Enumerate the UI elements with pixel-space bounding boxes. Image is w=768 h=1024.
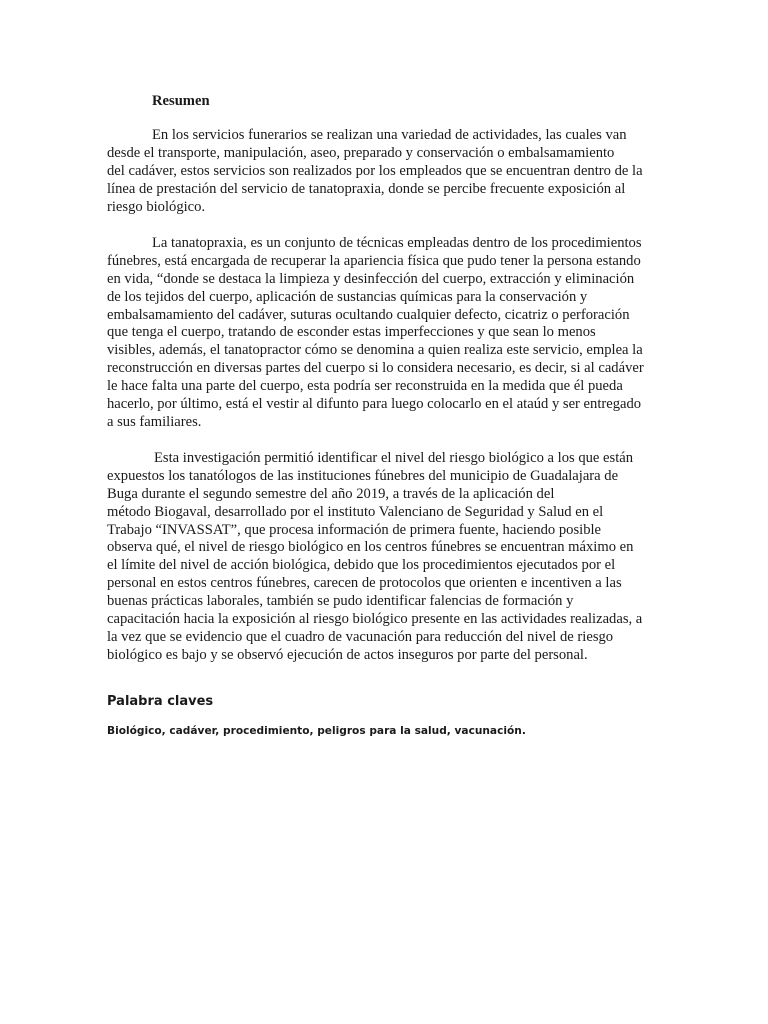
paragraph-3 <box>107 450 667 665</box>
text-line: de los tejidos del cuerpo, aplicación de sustancias químicas para la conservación y <box>107 288 588 305</box>
text-line: le hace falta una parte del cuerpo, esta podría ser reconstruida en la medida que él pueda <box>107 378 623 395</box>
text-line: a sus familiares. <box>107 413 202 430</box>
paragraph-1 <box>107 127 667 216</box>
text-line: expuestos los tanatólogos de las instituciones fúnebres del municipio de Guadalajara de <box>107 467 619 484</box>
text-line: observa qué, el nivel de riesgo biológico en los centros fúnebres se encuentran máximo en <box>107 539 634 556</box>
text-line: riesgo biológico. <box>107 198 206 215</box>
text-line: reconstrucción en diversas partes del cuerpo si lo considera necesario, es decir, si al cadáver <box>107 360 644 377</box>
text-line: del cadáver, estos servicios son realizados por los empleados que se encuentran dentro de la <box>107 162 643 179</box>
text-line: método Biogaval, desarrollado por el instituto Valenciano de Seguridad y Salud en el <box>107 503 604 520</box>
text-line: La tanatopraxia, es un conjunto de técnicas empleadas dentro de los procedimientos <box>152 235 642 251</box>
text-line: Buga durante el segundo semestre del año 2019, a través de la aplicación del <box>107 485 555 502</box>
text-line: biológico es bajo y se observó ejecución de actos inseguros por parte del personal. <box>107 646 588 663</box>
text-line: línea de prestación del servicio de tanatopraxia, donde se percibe frecuente exposición al <box>107 180 626 197</box>
text-line: embalsamamiento del cadáver, suturas ocultando cualquier defecto, cicatriz o perforación <box>107 306 630 323</box>
text-line: personal en estos centros fúnebres, carecen de protocolos que orienten e incentiven a las <box>107 575 622 592</box>
keywords-heading: Palabra claves <box>107 694 214 709</box>
text-line: Esta investigación permitió identificar el nivel del riesgo biológico a los que están <box>154 450 634 466</box>
text-line: el límite del nivel de acción biológica, debido que los procedimientos ejecutados por el <box>107 557 616 574</box>
paragraph-2 <box>107 235 667 432</box>
text-line: En los servicios funerarios se realizan una variedad de actividades, las cuales van <box>152 127 627 143</box>
text-line: fúnebres, está encargada de recuperar la apariencia física que pudo tener la persona estando <box>107 252 641 269</box>
text-line: Trabajo “INVASSAT”, que procesa información de primera fuente, haciendo posible <box>107 521 602 538</box>
keywords-text: Biológico, cadáver, procedimiento, peligros para la salud, vacunación. <box>107 725 526 737</box>
text-line: desde el transporte, manipulación, aseo, preparado y conservación o embalsamamiento <box>107 144 615 161</box>
text-line: la vez que se evidencio que el cuadro de vacunación para reducción del nivel de riesgo <box>107 628 614 645</box>
text-line: visibles, además, el tanatopractor cómo se denomina a quien realiza este servicio, emplea la <box>107 342 643 359</box>
text-line: hacerlo, por último, está el vestir al difunto para luego colocarlo en el ataúd y ser entregado <box>107 396 642 413</box>
text-line: capacitación hacia la exposición al riesgo biológico presente en las actividades realizadas, a <box>107 611 643 628</box>
text-line: en vida, “donde se destaca la limpieza y desinfección del cuerpo, extracción y eliminación <box>107 270 635 287</box>
section-title-resumen: Resumen <box>152 93 210 109</box>
text-line: que tenga el cuerpo, tratando de esconder estas imperfecciones y que sean lo menos <box>107 324 596 341</box>
text-line: buenas prácticas laborales, también se pudo identificar falencias de formación y <box>107 593 574 610</box>
